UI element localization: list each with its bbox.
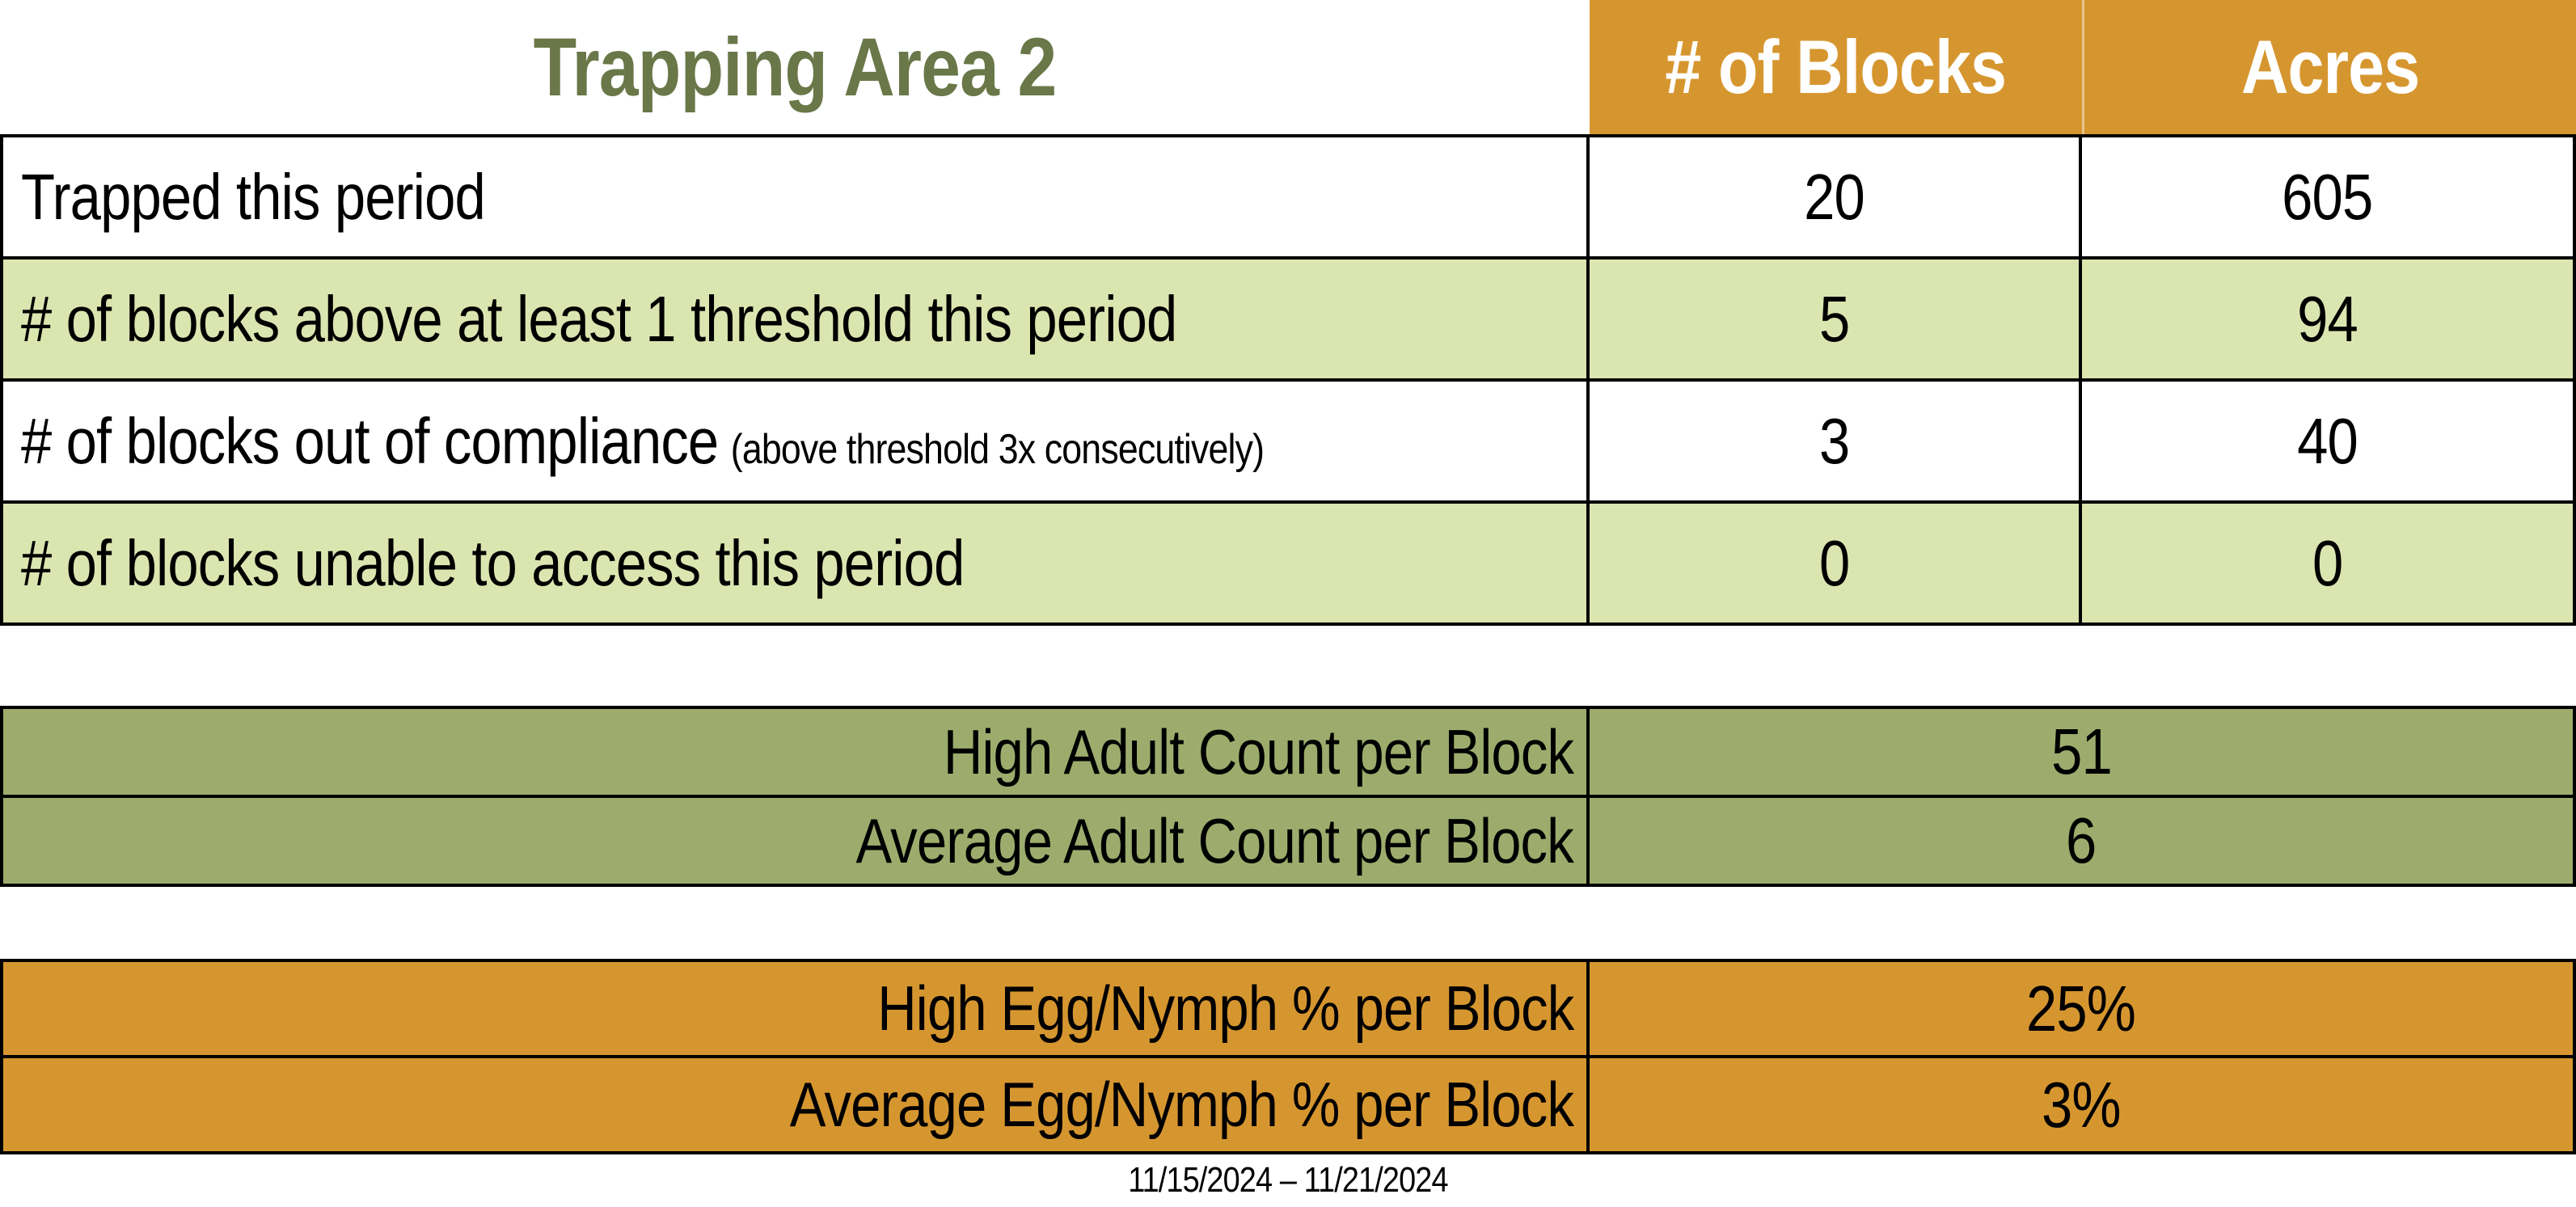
table-cell-acres: 605 xyxy=(2082,137,2573,256)
table-row-label: Trapped this period xyxy=(3,137,1586,256)
table-cell-blocks: 20 xyxy=(1590,137,2079,256)
section-row-label: Average Adult Count per Block xyxy=(3,798,1586,884)
table-cell-acres: 0 xyxy=(2082,504,2573,622)
section-row-value: 51 xyxy=(1590,709,2573,795)
row-note: (above threshold 3x consecutively) xyxy=(730,425,1265,473)
table-cell-blocks: 3 xyxy=(1590,382,2079,500)
egg-nymph-section xyxy=(0,959,2576,1154)
date-range: 11/15/2024 – 11/21/2024 xyxy=(1128,1160,1448,1200)
page-title: Trapping Area 2 xyxy=(533,20,1057,113)
column-header-acres: Acres xyxy=(2082,0,2576,134)
table-row-label: # of blocks unable to access this period xyxy=(3,504,1586,622)
table-row-label: # of blocks above at least 1 threshold this period xyxy=(3,260,1586,378)
table-cell-acres: 40 xyxy=(2082,382,2573,500)
summary-table xyxy=(0,134,2576,626)
column-header-blocks: # of Blocks xyxy=(1665,24,2007,109)
adult-count-section xyxy=(0,706,2576,887)
section-row-value: 25% xyxy=(1590,962,2573,1055)
section-row-value: 3% xyxy=(1590,1058,2573,1151)
column-headers xyxy=(1590,0,2576,134)
page-title-cell xyxy=(0,0,1590,134)
section-row-label: High Egg/Nymph % per Block xyxy=(3,962,1586,1055)
section-row-label: High Adult Count per Block xyxy=(3,709,1586,795)
section-row-value: 6 xyxy=(1590,798,2573,884)
table-cell-blocks: 0 xyxy=(1590,504,2079,622)
section-row-label: Average Egg/Nymph % per Block xyxy=(3,1058,1586,1151)
table-row-label: # of blocks out of compliance (above threshold 3x consecutively) xyxy=(3,382,1586,500)
header-row xyxy=(0,0,2576,134)
table-cell-acres: 94 xyxy=(2082,260,2573,378)
table-cell-blocks: 5 xyxy=(1590,260,2079,378)
